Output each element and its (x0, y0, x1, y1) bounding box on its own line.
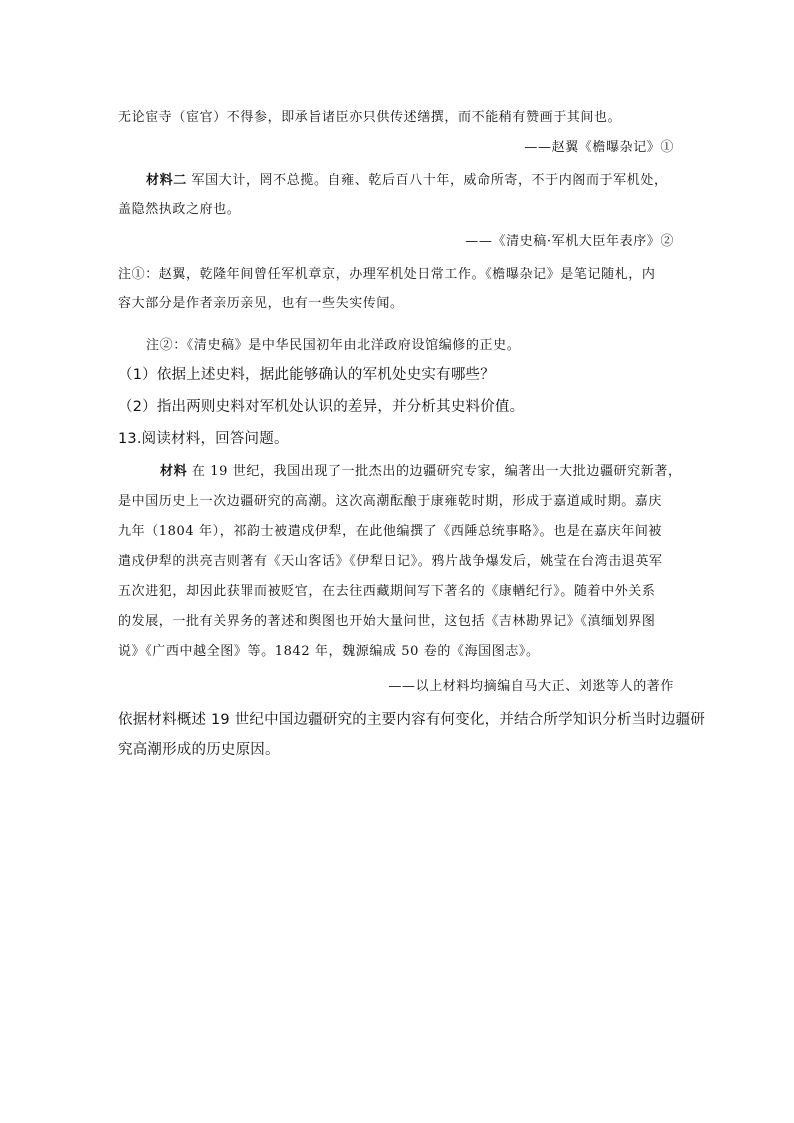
question-13-heading: 13.阅读材料，回答问题。 (118, 431, 289, 447)
question-1: （1）依据上述史料，据此能够确认的军机处史实有哪些？ (118, 367, 495, 383)
material-label: 材料 (160, 464, 188, 479)
note-two: 注②：《清史稿》是中华民国初年由北洋政府设馆编修的正史。 (146, 338, 521, 353)
text-line: 军国大计，罔不总揽。自雍、乾后百八十年，威命所寄，不于内阁而于军机处， (186, 173, 668, 188)
material-label: 材料二 (146, 173, 187, 188)
question-13-prompt-line-2: 究高潮形成的历史原因。 (118, 742, 280, 758)
source-citation: ——《清史稿·军机大臣年表序》② (465, 234, 674, 249)
material-13-paragraph (160, 460, 682, 479)
text-line: 在 19 世纪，我国出现了一批杰出的边疆研究专家，编著出一大批边疆研究新著， (187, 464, 682, 479)
text-line: 是中国历史上一次边疆研究的高潮。这次高潮酝酿于康雍乾时期，形成于嘉道咸时期。嘉庆 (118, 494, 663, 509)
text-line: 说》《广西中越全图》等。1842 年，魏源编成 50 卷的《海国图志》。 (118, 644, 540, 659)
text-line: 无论宦寺（宦官）不得参，即承旨诸臣亦只供传述缮撰，而不能稍有赞画于其间也。 (118, 110, 622, 125)
text-line: 遣戍伊犁的洪亮吉则著有《天山客话》《伊犁日记》。鸦片战争爆发后，姚莹在台湾击退英军 (118, 554, 663, 569)
text-line: 容大部分是作者亲历亲见，也有一些失实传闻。 (118, 296, 404, 311)
text-line: 五次进犯，却因此获罪而被贬官，在去往西藏期间写下著名的《康輶纪行》。随着中外关系 (118, 584, 656, 599)
source-citation: ——以上材料均摘编自马大正、刘逖等人的著作 (388, 679, 674, 694)
source-citation: ——赵翼《檐曝杂记》① (524, 140, 674, 155)
text-line: 九年（1804 年），祁韵士被遣戍伊犁，在此他编撰了《西陲总统事略》。也是在嘉庆年间被 (118, 524, 663, 539)
text-line: 的发展，一批有关界务的著述和舆图也开始大量问世，这包括《吉林勘界记》《滇缅划界图 (118, 614, 656, 629)
question-13-prompt-line-1: 依据材料概述 19 世纪中国边疆研究的主要内容有何变化，并结合所学知识分析当时边疆研 (118, 712, 706, 728)
material-two-paragraph (146, 169, 668, 188)
text-line: 盖隐然执政之府也。 (118, 202, 241, 217)
note-one: 注①：赵翼，乾隆年间曾任军机章京，办理军机处日常工作。《檐曝杂记》是笔记随札，内 (118, 267, 656, 282)
question-2: （2）指出两则史料对军机处认识的差异，并分析其史料价值。 (118, 399, 525, 415)
